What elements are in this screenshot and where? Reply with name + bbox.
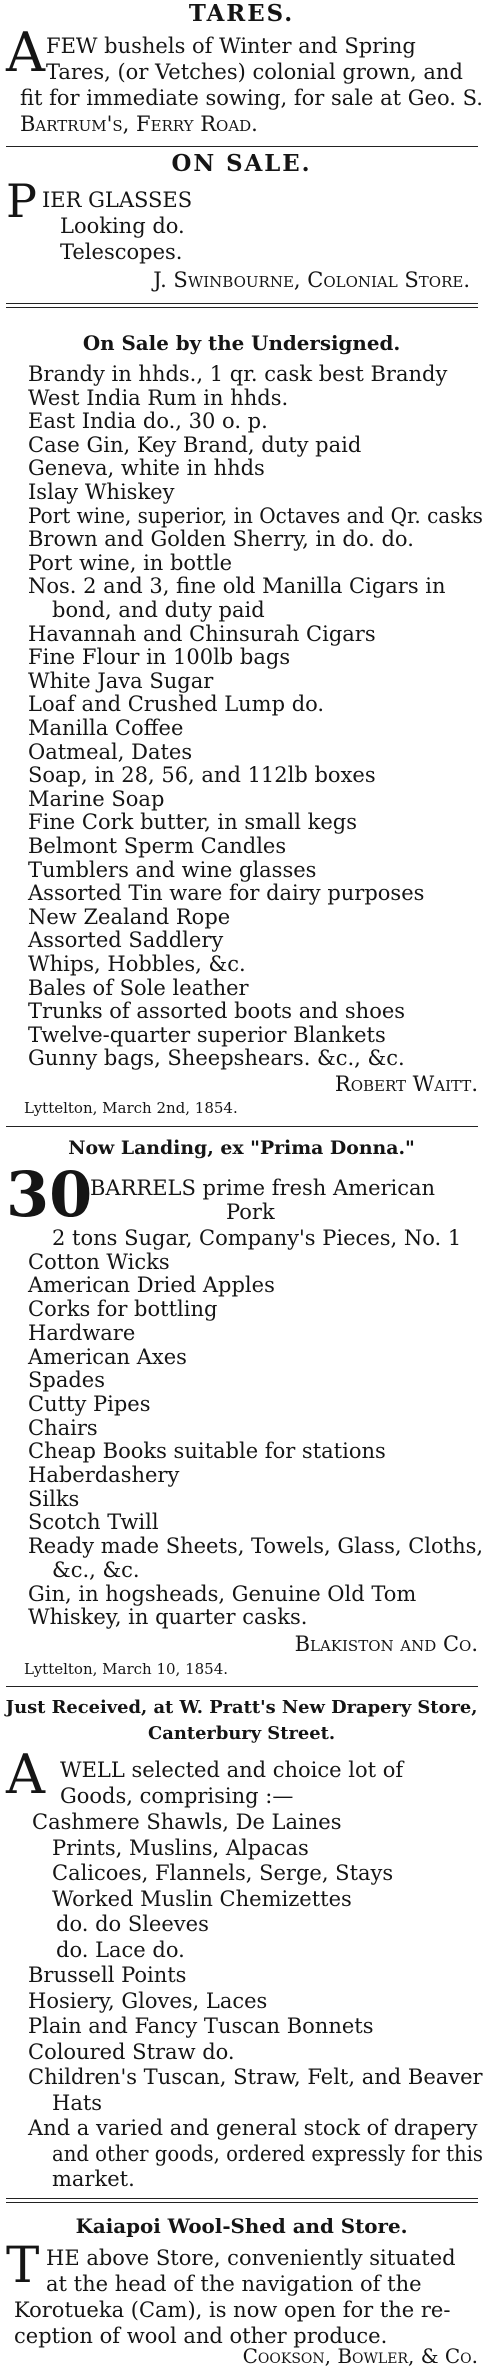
divider [6,303,478,308]
list-item: Nos. 2 and 3, fine old Manilla Cigars in [28,574,446,599]
list-item: Hats [52,2090,103,2115]
list-item: market. [52,2167,135,2191]
on-sale-heading: ON SALE. [171,150,312,177]
list-item: Port wine, in bottle [28,550,233,575]
list-item: Marine Soap [28,786,165,811]
list-item: Plain and Fancy Tuscan Bonnets [28,2014,374,2038]
list-item: do. do Sleeves [56,1912,209,1936]
list-item: Worked Muslin Chemizettes [52,1886,352,1911]
list-item: And a varied and general stock of drapery [28,2116,478,2140]
pier-line: Telescopes. [60,240,183,264]
pratt-subheading: Canterbury Street. [148,1723,336,1744]
divider [6,1126,478,1127]
undersigned-signature: Robert Waitt. [334,1072,478,1096]
list-item: East India do., 30 o. p. [28,409,268,434]
list-item: Silks [28,1486,80,1511]
list-item: Scotch Twill [28,1510,159,1535]
divider [6,1686,478,1687]
tares-line: fit for immediate sowing, for sale at Geo. S. [20,86,483,110]
list-item: Manilla Coffee [28,716,184,740]
kaiapoi-line: HE above Store, conveniently situated [46,2246,456,2270]
list-item: Haberdashery [28,1463,180,1487]
list-item: Twelve-quarter superior Blankets [28,1022,386,1047]
list-item: Havannah and Chinsurah Cigars [28,621,376,646]
list-item: Soap, in 28, 56, and 112lb boxes [28,763,376,788]
kaiapoi-line: Korotueka (Cam), is now open for the re- [14,2298,451,2322]
list-item: Gin, in hogsheads, Genuine Old Tom [28,1581,417,1606]
list-item: Cashmere Shawls, De Laines [32,1810,342,1834]
prima-donna-line: Pork [226,1200,275,1224]
list-item: West India Rum in hhds. [28,385,289,410]
kaiapoi-line: at the head of the navigation of the [46,2272,422,2296]
list-item: Brussell Points [28,1963,187,1987]
list-item: American Dried Apples [28,1273,275,1298]
list-item: Calicoes, Flannels, Serge, Stays [52,1861,394,1885]
list-item: Port wine, superior, in Octaves and Qr. casks [28,503,483,528]
list-item: do. Lace do. [56,1937,185,1962]
kaiapoi-signature: Cookson, Bowler, & Co. [242,2344,478,2368]
list-item: Cutty Pipes [28,1391,151,1416]
list-item: Corks for bottling [28,1297,218,1322]
tares-line: Bartrum's, Ferry Road. [20,112,258,136]
big-number: 30 [6,1158,93,1231]
kaiapoi-heading: Kaiapoi Wool-Shed and Store. [75,2214,408,2238]
list-item: bond, and duty paid [52,598,265,622]
list-item: Fine Flour in 100lb bags [28,645,291,670]
list-item: Cheap Books suitable for stations [28,1439,386,1464]
list-item: Chairs [28,1415,98,1440]
divider [6,2198,478,2203]
prima-donna-heading: Now Landing, ex "Prima Donna." [68,1137,415,1159]
list-item: and other goods, ordered expressly for this [52,2141,483,2166]
tares-drop-cap: A [6,21,45,84]
kaiapoi-line: ception of wool and other produce. [14,2324,388,2348]
list-item: Fine Cork butter, in small kegs [28,810,358,835]
list-item: Case Gin, Key Brand, duty paid [28,432,362,457]
list-item: New Zealand Rope [28,904,231,929]
list-item: Trunks of assorted boots and shoes [28,999,406,1024]
pier-drop-cap: P [6,174,37,228]
list-item: Loaf and Crushed Lump do. [28,692,325,717]
list-item: &c., &c. [52,1557,140,1582]
divider [6,146,478,147]
list-item: Geneva, white in hhds [28,456,265,481]
list-item: Tumblers and wine glasses [28,857,317,882]
list-item: Brown and Golden Sherry, in do. do. [28,527,414,552]
pier-signature: J. Swinbourne, Colonial Store. [153,268,470,292]
list-item: Belmont Sperm Candles [28,834,287,858]
list-item: Coloured Straw do. [28,2039,235,2064]
pier-line: Looking do. [60,214,185,238]
list-item: Hardware [28,1320,136,1345]
list-item: Spades [28,1368,105,1393]
tares-line: FEW bushels of Winter and Spring [46,34,416,58]
list-item: Ready made Sheets, Towels, Glass, Cloths, [28,1534,484,1559]
tares-heading: TARES. [188,0,295,27]
list-item: Children's Tuscan, Straw, Felt, and Beaver [28,2065,483,2089]
list-item: 2 tons Sugar, Company's Pieces, No. 1 [52,1226,462,1250]
pratt-drop-cap: A [6,1743,45,1806]
list-item: Whiskey, in quarter casks. [28,1605,308,1630]
list-item: Hosiery, Gloves, Laces [28,1988,268,2013]
list-item: Islay Whiskey [28,480,175,504]
pratt-line: WELL selected and choice lot of [60,1758,404,1782]
prima-donna-signature: Blakiston and Co. [294,1632,478,1656]
list-item: Cotton Wicks [28,1249,170,1274]
list-item: Brandy in hhds., 1 qr. cask best Brandy [28,362,448,386]
list-item: American Axes [28,1344,187,1369]
pratt-line: Goods, comprising :— [60,1784,294,1808]
prima-donna-line: BARRELS prime fresh American [90,1176,436,1200]
list-item: Whips, Hobbles, &c. [28,952,246,976]
list-item: Bales of Sole leather [28,975,249,1000]
prima-donna-date: Lyttelton, March 10, 1854. [24,1660,229,1678]
list-item: Assorted Saddlery [28,928,224,953]
list-item: Assorted Tin ware for dairy purposes [28,881,425,906]
tares-line: Tares, (or Vetches) colonial grown, and [46,60,463,84]
undersigned-heading: On Sale by the Undersigned. [82,331,401,355]
list-item: Gunny bags, Sheepshears. &c., &c. [28,1046,405,1071]
kaiapoi-drop-cap: T [6,2236,40,2294]
undersigned-date: Lyttelton, March 2nd, 1854. [24,1099,238,1117]
pier-line: IER GLASSES [42,188,193,212]
list-item: Prints, Muslins, Alpacas [52,1835,309,1860]
pratt-heading: Just Received, at W. Pratt's New Drapery Store, [5,1697,478,1718]
list-item: Oatmeal, Dates [28,739,193,764]
list-item: White Java Sugar [28,668,214,693]
